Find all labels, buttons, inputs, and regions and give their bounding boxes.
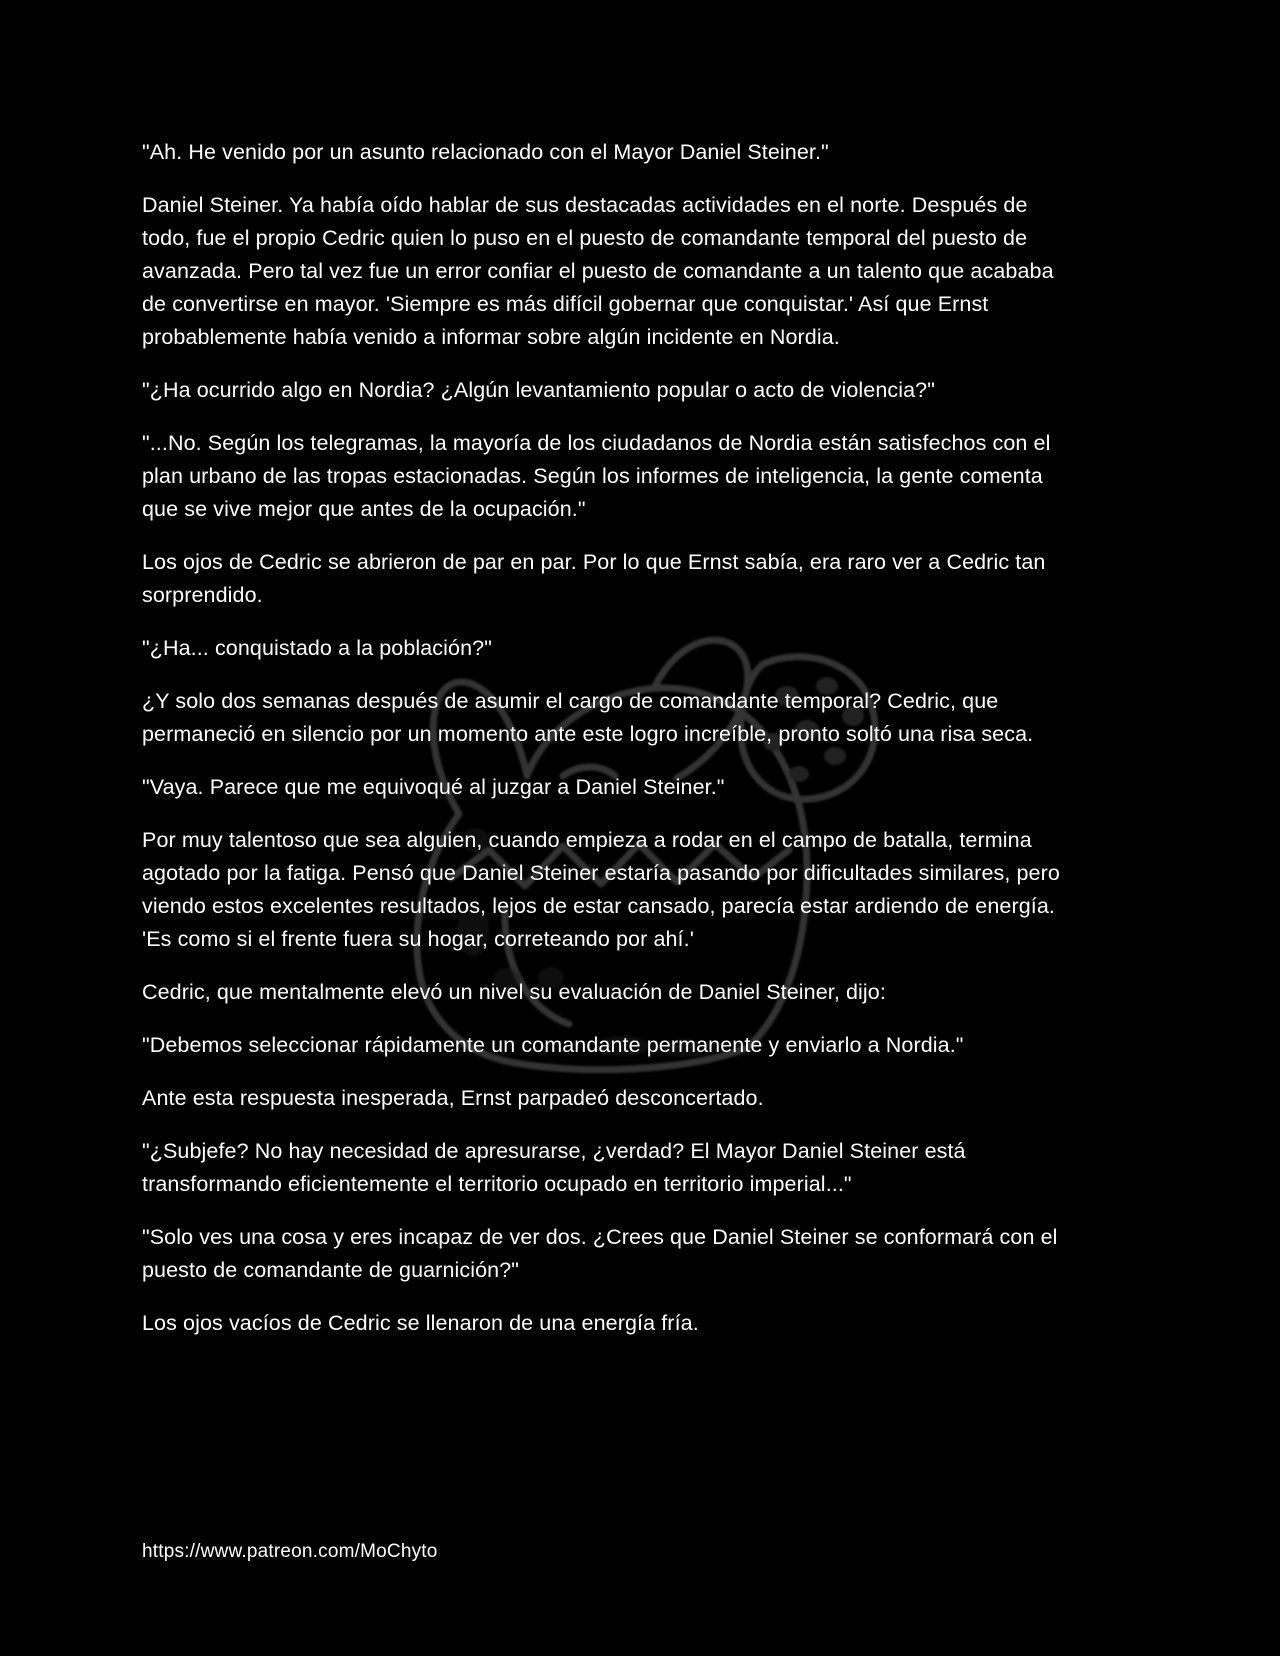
paragraph: "...No. Según los telegramas, la mayoría de los ciudadanos de Nordia están satisfechos con el plan urbano de las tropas estacionadas. Según los informes de inteligencia, la gente comenta que se vive mejor que antes de la ocupación." xyxy=(142,431,1057,521)
paragraph: "Ah. He venido por un asunto relacionado con el Mayor Daniel Steiner." xyxy=(142,140,829,164)
paragraph: "Vaya. Parece que me equivoqué al juzgar a Daniel Steiner." xyxy=(142,775,725,799)
paragraph: Los ojos vacíos de Cedric se llenaron de una energía fría. xyxy=(142,1311,699,1335)
paragraph: ¿Y solo dos semanas después de asumir el cargo de comandante temporal? Cedric, que permaneció en silencio por un momento ante este logro increíble, pronto soltó una risa seca. xyxy=(142,689,1034,746)
paragraph: Los ojos de Cedric se abrieron de par en par. Por lo que Ernst sabía, era raro ver a Cedric tan sorprendido. xyxy=(142,550,1052,607)
paragraph: "Debemos seleccionar rápidamente un comandante permanente y enviarlo a Nordia." xyxy=(142,1033,964,1057)
paragraph: "Solo ves una cosa y eres incapaz de ver dos. ¿Crees que Daniel Steiner se conformará con el puesto de comandante de guarnición?" xyxy=(142,1225,1064,1282)
paragraph: "¿Ha ocurrido algo en Nordia? ¿Algún levantamiento popular o acto de violencia?" xyxy=(142,378,935,402)
footer xyxy=(142,1540,438,1564)
paragraph: "¿Ha... conquistado a la población?" xyxy=(142,636,492,660)
paragraph: Daniel Steiner. Ya había oído hablar de sus destacadas actividades en el norte. Después de todo, fue el propio Cedric quien lo puso en el puesto de comandante temporal del puesto de avanzada. Pero tal vez fue un error confiar el puesto de comandante a un talento que acababa de convertirse en mayor. 'Siempre es más difícil gobernar que conquistar.' Así que Ernst probablemente había venido a informar sobre algún incidente en Nordia. xyxy=(142,193,1060,349)
paragraph: Cedric, que mentalmente elevó un nivel su evaluación de Daniel Steiner, dijo: xyxy=(142,980,886,1004)
paragraph: Ante esta respuesta inesperada, Ernst parpadeó desconcertado. xyxy=(142,1086,764,1110)
paragraph: Por muy talentoso que sea alguien, cuando empieza a rodar en el campo de batalla, termina agotado por la fatiga. Pensó que Daniel Steiner estaría pasando por dificultades similares, pero viendo estos excelentes resultados, lejos de estar cansado, parecía estar ardiendo de energía. 'Es como si el frente fuera su hogar, correteando por ahí.' xyxy=(142,828,1067,951)
patreon-url-link[interactable]: https://www.patreon.com/MoChyto xyxy=(142,1541,438,1562)
story-text-body xyxy=(142,136,1072,1360)
paragraph: "¿Subjefe? No hay necesidad de apresurarse, ¿verdad? El Mayor Daniel Steiner está transformando eficientemente el territorio ocupado en territorio imperial..." xyxy=(142,1139,972,1196)
